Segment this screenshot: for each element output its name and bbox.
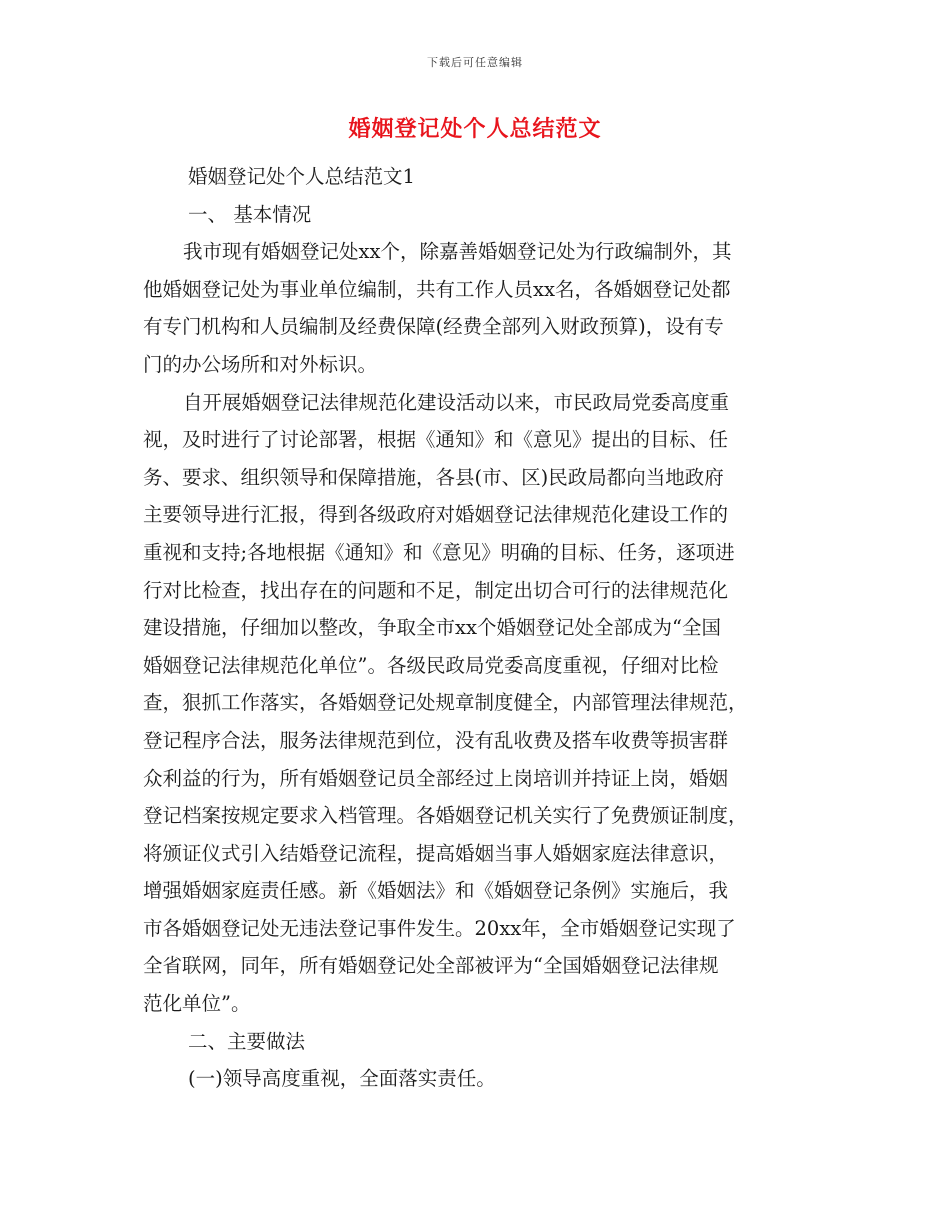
subsection-heading-leadership: (一)领导高度重视，全面落实责任。 <box>188 1067 496 1091</box>
paragraph-line: 登记档案按规定要求入档管理。各婚姻登记机关实行了免费颁证制度， <box>143 804 748 828</box>
paragraph-line: 务、要求、组织领导和保障措施，各县(市、区)民政局都向当地政府 <box>143 465 724 489</box>
paragraph-line: 他婚姻登记处为事业单位编制，共有工作人员xx名，各婚姻登记处都 <box>143 277 731 301</box>
paragraph-line: 范化单位”。 <box>143 992 251 1016</box>
paragraph-line: 市各婚姻登记处无违法登记事件发生。20xx年，全市婚姻登记实现了 <box>143 916 736 940</box>
paragraph-line: 众利益的行为，所有婚姻登记员全部经过上岗培训并持证上岗，婚姻 <box>143 766 729 790</box>
paragraph-line: 行对比检查，找出存在的问题和不足，制定出切合可行的法律规范化 <box>143 578 729 602</box>
paragraph-basic-situation <box>143 233 805 383</box>
paragraph-line: 门的办公场所和对外标识。 <box>143 352 378 376</box>
paragraph-line: 有专门机构和人员编制及经费保障(经费全部列入财政预算)，设有专 <box>143 315 724 339</box>
subtitle: 婚姻登记处个人总结范文1 <box>188 165 415 188</box>
section-heading-main-practices: 二、主要做法 <box>188 1029 306 1053</box>
paragraph-line: 主要领导进行汇报，得到各级政府对婚姻登记法律规范化建设工作的 <box>143 503 729 527</box>
paragraph-line: 婚姻登记法律规范化单位”。各级民政局党委高度重视，仔细对比检 <box>143 653 719 677</box>
paragraph-line: 我市现有婚姻登记处xx个，除嘉善婚姻登记处为行政编制外，其 <box>183 240 732 264</box>
paragraph-line: 增强婚姻家庭责任感。新《婚姻法》和《婚姻登记条例》实施后，我 <box>143 879 729 903</box>
paragraph-standardization <box>143 384 805 1023</box>
paragraph-line: 将颁证仪式引入结婚登记流程，提高婚姻当事人婚姻家庭法律意识， <box>143 841 729 865</box>
paragraph-line: 重视和支持;各地根据《通知》和《意见》明确的目标、任务，逐项进 <box>143 540 735 564</box>
paragraph-line: 视，及时进行了讨论部署，根据《通知》和《意见》提出的目标、任 <box>143 428 729 452</box>
paragraph-line: 自开展婚姻登记法律规范化建设活动以来，市民政局党委高度重 <box>183 390 730 414</box>
paragraph-line: 全省联网，同年，所有婚姻登记处全部被评为“全国婚姻登记法律规 <box>143 954 719 978</box>
header-note: 下载后可任意编辑 <box>427 56 523 69</box>
document-title: 婚姻登记处个人总结范文 <box>348 116 602 142</box>
paragraph-line: 建设措施，仔细加以整改，争取全市xx个婚姻登记处全部成为“全国 <box>143 616 721 640</box>
paragraph-line: 登记程序合法，服务法律规范到位，没有乱收费及搭车收费等损害群 <box>143 728 729 752</box>
document-body <box>143 158 805 1098</box>
paragraph-line: 查，狠抓工作落实，各婚姻登记处规章制度健全，内部管理法律规范， <box>143 691 748 715</box>
section-heading-basic: 一、 基本情况 <box>188 202 312 226</box>
